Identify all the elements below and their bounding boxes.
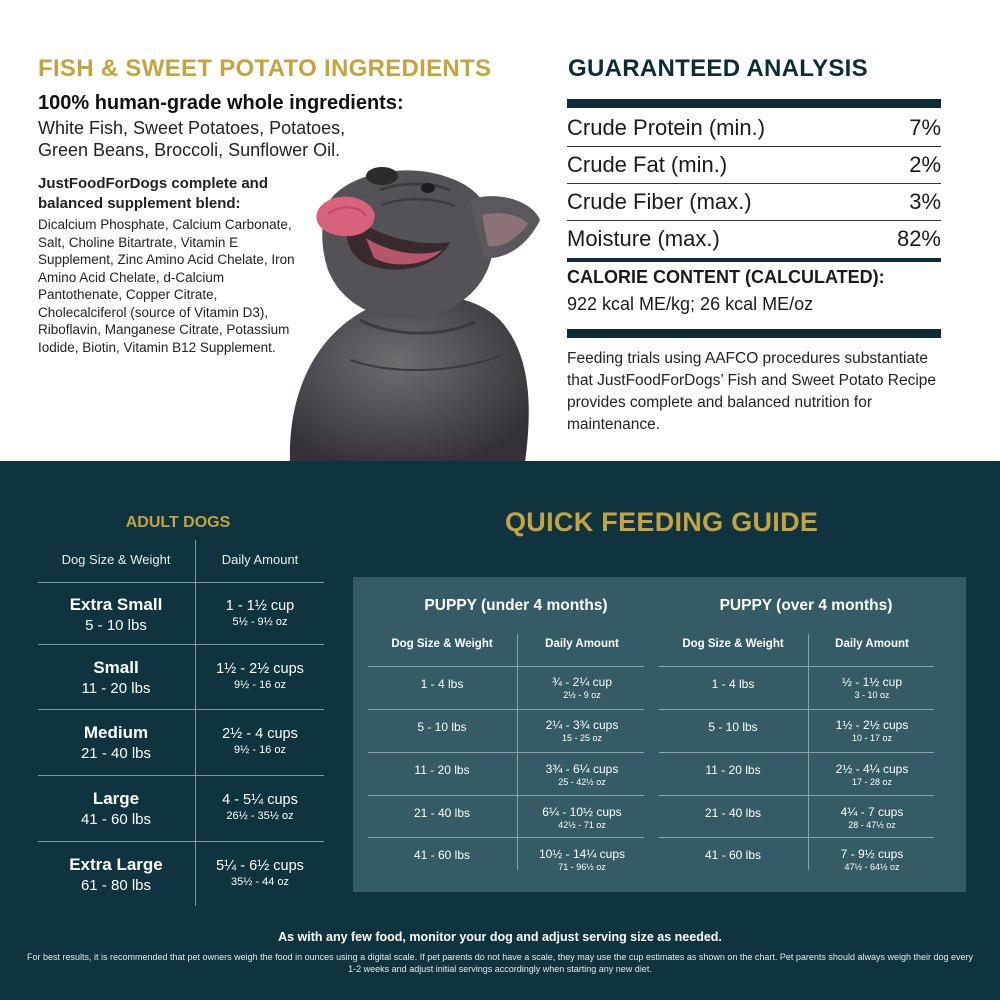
analysis-bottom-bar: [567, 329, 941, 338]
puppy-under-weight: 5 - 10 lbs: [417, 720, 467, 734]
fine-print: For best results, it is recommended that pet owners weigh the food in ounces using a digital scale. If pet parents do not have a scale, they may use the cup estimates as shown on the chart. Pet parents should always weigh their dog every 1-2 weeks and adjust initial servings accordingly when starting any new diet.: [26, 952, 974, 974]
puppy-over-weight: 5 - 10 lbs: [708, 720, 758, 734]
puppy-under-weight: 21 - 40 lbs: [413, 806, 471, 820]
puppy-over-amount: [809, 762, 935, 787]
puppy-under-row-divider: [368, 795, 644, 796]
analysis-value: 7%: [909, 115, 941, 140]
analysis-row: [567, 147, 941, 183]
puppy-under-row-divider: [368, 837, 644, 838]
adult-size-weight: 41 - 60 lbs: [80, 811, 152, 828]
puppy-under-oz: 25 - 42½ oz: [558, 777, 606, 787]
analysis-row: [567, 184, 941, 220]
puppy-over-row-divider: [659, 666, 934, 667]
puppy-under-title: PUPPY (under 4 months): [424, 597, 608, 614]
adult-row-divider: [38, 841, 324, 842]
puppy-over-weight: 41 - 60 lbs: [704, 848, 762, 862]
monitor-note: As with any few food, monitor your dog and adjust serving size as needed.: [278, 930, 722, 944]
adult-size-cell: [38, 855, 194, 894]
puppy-under-oz: 2½ - 9 oz: [563, 690, 601, 700]
puppy-under-row-divider: [368, 709, 644, 710]
puppy-under-row-divider: [368, 752, 644, 753]
puppy-over-weight: 1 - 4 lbs: [711, 677, 755, 691]
analysis-title: GUARANTEED ANALYSIS: [568, 55, 868, 82]
puppy-over-oz: 17 - 28 oz: [851, 777, 893, 787]
adult-amount-cell: [196, 858, 324, 888]
adult-size-name: Extra Large: [69, 855, 163, 874]
puppy-under-header-amount: Daily Amount: [545, 638, 619, 650]
adult-size-cell: [38, 658, 194, 697]
analysis-value: 82%: [896, 226, 941, 251]
analysis-divider: [567, 258, 941, 262]
puppy-over-amount: [809, 847, 935, 872]
adult-size-cell: [38, 723, 194, 762]
puppy-over-oz: 28 - 47½ oz: [848, 820, 896, 830]
analysis-value: 2%: [909, 152, 941, 177]
adult-amount-cell: [196, 792, 324, 822]
puppy-under-cups: 3¾ - 6¼ cups: [545, 762, 619, 776]
adult-size-weight: 61 - 80 lbs: [80, 877, 152, 894]
puppy-over-cups: 2½ - 4¼ cups: [835, 762, 909, 776]
adult-amount-oz: 9½ - 16 oz: [234, 679, 286, 691]
puppy-under-header-size: Dog Size & Weight: [391, 638, 493, 650]
adult-size-name: Extra Small: [69, 595, 163, 614]
analysis-top-bar: [567, 99, 941, 108]
puppy-over-header-size: Dog Size & Weight: [682, 638, 784, 650]
adult-row-divider: [38, 582, 324, 583]
adult-size-name: Medium: [83, 723, 149, 742]
puppy-under-oz: 71 - 96½ oz: [558, 862, 606, 872]
puppy-under-cups: 6¼ - 10½ cups: [542, 805, 622, 819]
ingredients-title: FISH & SWEET POTATO INGREDIENTS: [38, 55, 492, 82]
puppy-over-row-divider: [659, 752, 934, 753]
adult-amount-oz: 9½ - 16 oz: [234, 744, 286, 756]
adult-header-amount: Daily Amount: [221, 552, 299, 567]
adult-amount-oz: 35½ - 44 oz: [230, 876, 290, 888]
puppy-under-cups: 2¼ - 3¾ cups: [545, 718, 619, 732]
puppy-over-oz: 10 - 17 oz: [851, 733, 893, 743]
ingredients-line: Green Beans, Broccoli, Sunflower Oil.: [38, 140, 341, 160]
adult-size-name: Large: [92, 789, 140, 808]
feeding-trial-text: Feeding trials using AAFCO procedures substantiate that JustFoodForDogs’ Fish and Sweet Potato Recipe provides complete and balanced nutrition for maintenance.: [567, 350, 937, 433]
ingredients-subtitle: 100% human-grade whole ingredients:: [38, 92, 404, 114]
adult-column-divider: [195, 540, 196, 906]
puppy-under-cups: ¾ - 2¼ cup: [551, 675, 613, 689]
adult-size-weight: 5 - 10 lbs: [85, 617, 147, 634]
adult-amount-oz: 5½ - 9½ oz: [232, 616, 288, 628]
puppy-over-header-amount: Daily Amount: [835, 638, 909, 650]
puppy-over-weight: 11 - 20 lbs: [705, 763, 761, 777]
puppy-under-weight: 11 - 20 lbs: [414, 763, 470, 777]
adult-amount-cups: 5¼ - 6½ cups: [216, 858, 304, 874]
puppy-under-amount: [518, 718, 646, 743]
adult-row-divider: [38, 644, 324, 645]
adult-amount-cups: 1½ - 2½ cups: [216, 661, 304, 677]
puppy-under-amount: [518, 805, 646, 830]
analysis-label: Moisture (max.): [567, 226, 720, 251]
adult-amount-cell: [196, 598, 324, 628]
puppy-over-row-divider: [659, 837, 934, 838]
puppy-over-row-divider: [659, 795, 934, 796]
adult-dogs-title: ADULT DOGS: [125, 514, 231, 531]
puppy-under-cups: 10½ - 14¼ cups: [538, 847, 626, 861]
puppy-over-oz: 3 - 10 oz: [854, 690, 890, 700]
supplement-text: Dicalcium Phosphate, Calcium Carbonate, Salt, Choline Bitartrate, Vitamin E Supplement, Zinc Amino Acid Chelate, Iron Amino Acid Chelate, d-Calcium Pantothenate, Copper Citrate, Cholecalciferol (source of Vitamin D3), Riboflavin, Manganese Citrate, Potassium Iodide, Biotin, Vitamin B12 Supplement.: [38, 217, 295, 355]
analysis-label: Crude Fat (min.): [567, 152, 728, 177]
analysis-row: [567, 110, 941, 146]
puppy-over-cups: 7 - 9½ cups: [840, 847, 904, 861]
calorie-value: 922 kcal ME/kg; 26 kcal ME/oz: [567, 294, 814, 314]
adult-size-name: Small: [93, 658, 139, 677]
adult-size-cell: [38, 595, 194, 634]
calorie-title: CALORIE CONTENT (CALCULATED):: [567, 267, 885, 287]
puppy-over-title: PUPPY (over 4 months): [719, 597, 893, 614]
puppy-under-oz: 42½ - 71 oz: [558, 820, 606, 830]
puppy-over-cups: ½ - 1½ cup: [841, 675, 903, 689]
adult-amount-cups: 1 - 1½ cup: [225, 598, 295, 614]
puppy-under-weight: 1 - 4 lbs: [420, 677, 464, 691]
puppy-under-oz: 15 - 25 oz: [561, 733, 603, 743]
analysis-value: 3%: [909, 189, 941, 214]
adult-row-divider: [38, 775, 324, 776]
puppy-over-amount: [809, 718, 935, 743]
puppy-under-amount: [518, 762, 646, 787]
puppy-over-amount: [809, 675, 935, 700]
puppy-over-cups: 1½ - 2½ cups: [835, 718, 909, 732]
analysis-row: [567, 221, 941, 257]
adult-amount-oz: 26½ - 35½ oz: [226, 810, 294, 822]
adult-amount-cups: 4 - 5¼ cups: [222, 792, 298, 808]
ingredients-line: White Fish, Sweet Potatoes, Potatoes,: [38, 118, 346, 138]
puppy-under-amount: [518, 847, 646, 872]
adult-amount-cell: [196, 661, 324, 691]
puppy-over-cups: 4¼ - 7 cups: [840, 805, 904, 819]
puppy-under-amount: [518, 675, 646, 700]
dog-photo: [270, 160, 560, 462]
adult-amount-cups: 2½ - 4 cups: [222, 726, 298, 742]
puppy-over-row-divider: [659, 709, 934, 710]
analysis-label: Crude Protein (min.): [567, 115, 766, 140]
adult-amount-cell: [196, 726, 324, 756]
puppy-over-oz: 47½ - 64½ oz: [844, 862, 900, 872]
quick-feeding-guide-title: QUICK FEEDING GUIDE: [505, 507, 819, 537]
adult-size-weight: 11 - 20 lbs: [81, 680, 151, 697]
supplement-title: JustFoodForDogs complete and balanced supplement blend:: [38, 175, 269, 212]
analysis-label: Crude Fiber (max.): [567, 189, 752, 214]
puppy-under-row-divider: [368, 666, 644, 667]
puppy-under-weight: 41 - 60 lbs: [413, 848, 471, 862]
puppy-over-amount: [809, 805, 935, 830]
puppy-over-weight: 21 - 40 lbs: [704, 806, 762, 820]
adult-row-divider: [38, 709, 324, 710]
adult-header-size: Dog Size & Weight: [61, 552, 171, 567]
adult-size-weight: 21 - 40 lbs: [80, 745, 152, 762]
adult-size-cell: [38, 789, 194, 828]
